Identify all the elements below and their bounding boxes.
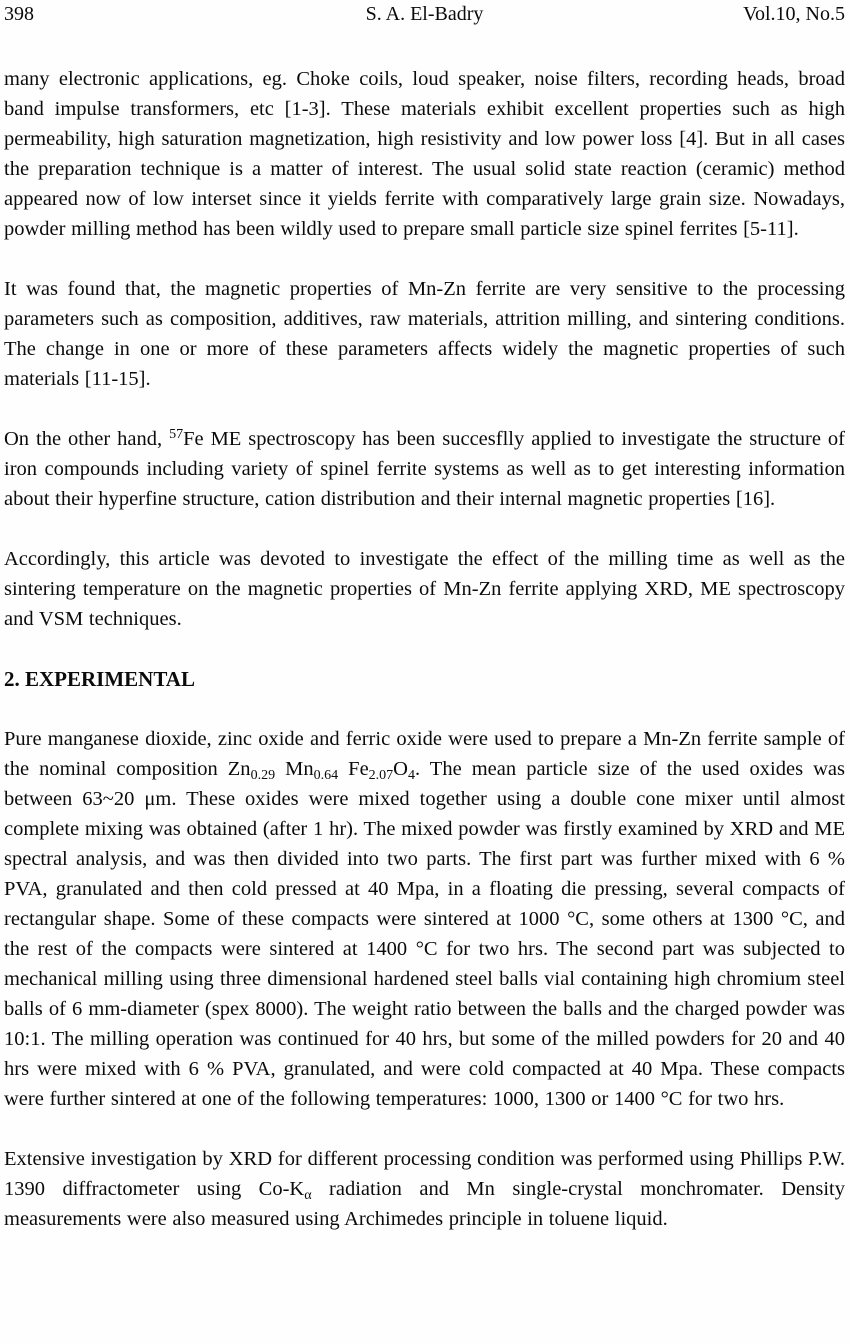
paragraph-me-spectroscopy (4, 424, 845, 514)
text-run: It was found that, the magnetic properties of Mn-Zn ferrite are very sensitive to the processing parameters such as composition, additives, raw materials, attrition milling, and sintering conditions. The change in one or more of these parameters affects widely the magnetic properties of such materials [11-15]. (4, 278, 845, 390)
text-run: many electronic applications, eg. Choke coils, loud speaker, noise filters, recording heads, broad band impulse transformers, etc [1-3]. These materials exhibit excellent properties such as high permeability, high saturation magnetization, high resistivity and low power loss [4]. But in all cases the preparation technique is a matter of interest. The usual solid state reaction (ceramic) method appeared now of low interset since it yields ferrite with comparatively large grain size. Nowadays, powder milling method has been wildly used to prepare small particle size spinel ferrites [5-11]. (4, 68, 845, 240)
document-body (4, 64, 845, 1234)
page-number: 398 (4, 3, 34, 25)
paragraph-sample-preparation (4, 724, 845, 1114)
page-header (4, 2, 845, 26)
text-run: Extensive investigation by XRD for different processing condition was performed using Phillips P.W. 1390 diffractometer using Co-K (4, 1148, 845, 1200)
running-head-author: S. A. El-Badry (365, 3, 484, 25)
paragraph-article-aim (4, 544, 845, 634)
text-run: On the other hand, (4, 428, 170, 450)
text-run: Accordingly, this article was devoted to investigate the effect of the milling time as well as the sintering temperature on the magnetic properties of Mn-Zn ferrite applying XRD, ME spectroscopy and VSM techniques. (4, 548, 845, 630)
text-run: Pure manganese dioxide, zinc oxide and ferric oxide were used to prepare a Mn-Zn ferrite sample of the nominal composition Zn (4, 728, 845, 780)
paragraph-xrd-investigation (4, 1144, 845, 1234)
text-run: Fe (338, 758, 369, 780)
text-run: Mn (275, 758, 314, 780)
section-heading-experimental: 2. EXPERIMENTAL (4, 667, 195, 691)
text-run-sub: α (304, 1188, 312, 1203)
text-run: O (393, 758, 408, 780)
journal-volume-issue: Vol.10, No.5 (743, 3, 845, 25)
paragraph-magnetic-properties (4, 274, 845, 394)
text-run: radiation and Mn single-crystal monchromater. Density measurements were also measured using Archimedes principle in toluene liquid. (4, 1178, 845, 1230)
text-run: Fe ME spectroscopy has been succesflly applied to investigate the structure of iron compounds including variety of spinel ferrite systems as well as to get interesting information about their hyperfine structure, cation distribution and their internal magnetic properties [16]. (4, 428, 845, 510)
text-run-sup: 57 (169, 427, 184, 442)
text-run-sub: 2.07 (368, 768, 394, 783)
text-run-sub: 4 (407, 768, 415, 783)
text-run-sub: 0.64 (313, 768, 339, 783)
text-run-sub: 0.29 (250, 768, 276, 783)
text-run: . The mean particle size of the used oxides was between 63~20 μm. These oxides were mixed together using a double cone mixer until almost complete mixing was obtained (after 1 hr). The mixed powder was firstly examined by XRD and ME spectral analysis, and was then divided into two parts. The first part was further mixed with 6 % PVA, granulated and then cold pressed at 40 Mpa, in a floating die pressing, several compacts of rectangular shape. Some of these compacts were sintered at 1000 °C, some others at 1300 °C, and the rest of the compacts were sintered at 1400 °C for two hrs. The second part was subjected to mechanical milling using three dimensional hardened steel balls vial containing high chromium steel balls of 6 mm-diameter (spex 8000). The weight ratio between the balls and the charged powder was 10:1. The milling operation was continued for 40 hrs, but some of the milled powders for 20 and 40 hrs were mixed with 6 % PVA, granulated, and were cold compacted at 40 Mpa. These compacts were further sintered at one of the following temperatures: 1000, 1300 or 1400 °C for two hrs. (4, 758, 845, 1110)
paragraph-intro-applications (4, 64, 845, 244)
